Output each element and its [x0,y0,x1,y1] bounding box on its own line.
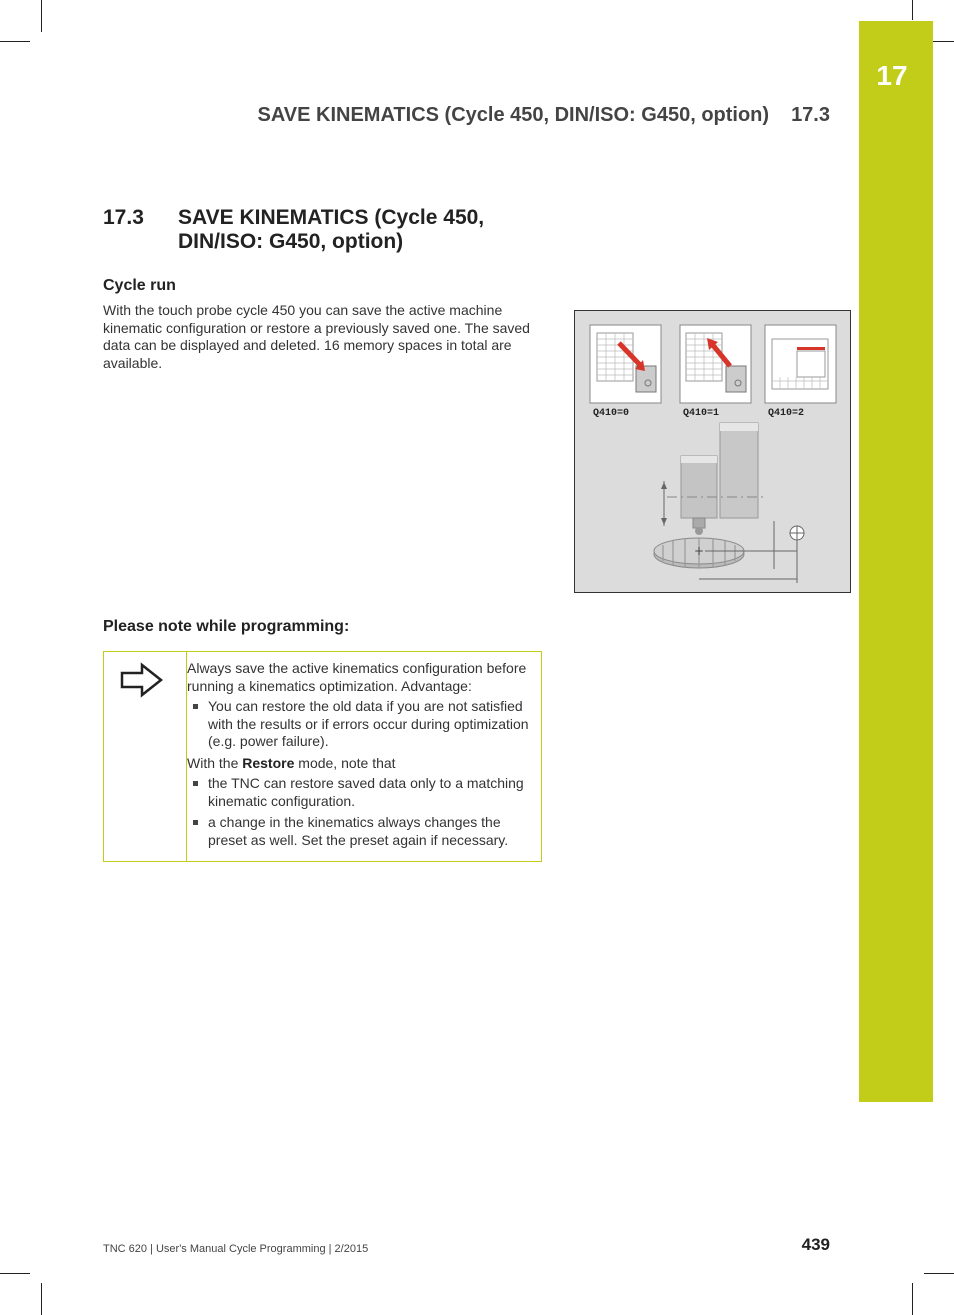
note-box [103,651,542,862]
section-title-line1: SAVE KINEMATICS (Cycle 450, [178,206,485,229]
section-number: 17.3 [103,206,144,229]
restore-keyword: Restore [242,754,295,771]
programming-notes-heading: Please note while programming: [103,618,350,635]
restore-list [187,775,537,849]
bullet-icon [193,781,198,786]
bullet-icon [193,820,198,825]
chapter-number: 17 [876,60,908,91]
label-q410-0: Q410=0 [593,408,630,419]
running-head [257,104,830,127]
section-title-line2: DIN/ISO: G450, option) [178,230,404,253]
running-head-section: 17.3 [791,104,830,126]
section-title [178,206,518,254]
crop-mark [912,0,913,20]
crop-mark [912,1283,913,1315]
cycle-illustration-svg [575,311,850,592]
advantage-list [187,698,537,751]
crop-mark [41,0,42,32]
panel-save-icon [590,325,661,403]
list-item: the TNC can restore saved data only to a matching kinematic configuration. [187,775,537,810]
rotary-table-drawing [654,538,744,568]
bullet-icon [193,704,198,709]
cycle-run-text: With the touch probe cycle 450 you can save the active machine kinematic configuration or restore a previously saved one. The saved data can be displayed and deleted. 16 memory spaces in total are available. [103,302,530,371]
label-q410-2: Q410=2 [768,408,805,419]
list-item: a change in the kinematics always changes the preset as well. Set the preset again if necessary. [187,814,537,849]
list-item: You can restore the old data if you are not satisfied with the results or if errors occur during optimization (e.g. power failure). [187,698,537,751]
crop-mark [0,1273,30,1274]
label-q410-1: Q410=1 [683,408,720,419]
note-content [187,660,537,853]
page-number: 439 [801,1235,830,1254]
panel-display-icon [765,325,836,403]
machine-spindle-drawing [661,423,767,535]
running-head-title: SAVE KINEMATICS (Cycle 450, DIN/ISO: G450, option) [257,104,770,126]
footer-text: TNC 620 | User's Manual Cycle Programming | 2/2015 [103,1243,369,1255]
cycle-illustration [574,310,851,593]
restore-intro: With the Restore mode, note that [187,754,396,771]
svg-text:+: + [694,544,705,558]
arrow-right-icon [120,662,164,698]
crop-mark [41,1283,42,1315]
chapter-tab [859,21,933,1102]
cycle-run-heading: Cycle run [103,277,176,294]
note-intro: Always save the active kinematics configuration before running a kinematics optimization. Advantage: [187,660,527,694]
crop-mark [0,41,30,42]
panel-restore-icon [680,325,751,403]
crop-mark [924,1273,954,1274]
